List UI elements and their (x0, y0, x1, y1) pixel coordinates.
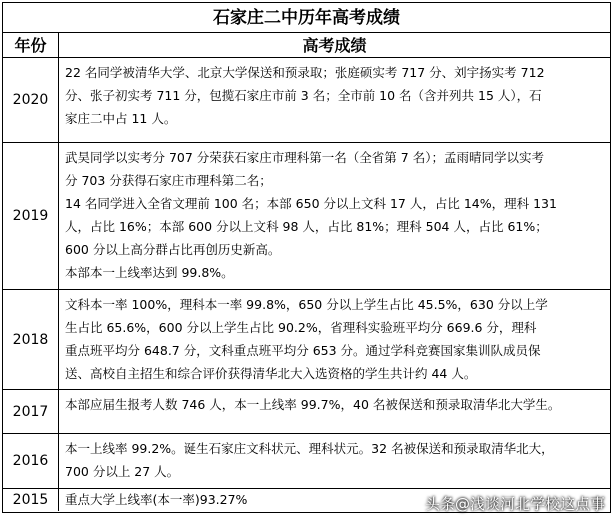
row-year: 2020 (3, 58, 59, 143)
result-line: 本部本一上线率达到 99.8%。 (65, 265, 234, 280)
result-line: 重点班平均分 648.7 分，文科重点班平均分 653 分。通过学科竞赛国家集训队成员保 (65, 343, 541, 358)
result-line: 14 名同学进入全省文理前 100 名；本部 650 分以上文科 17 人，占比 14%，理科 131 (65, 196, 557, 211)
year-column-header: 年份 (3, 33, 59, 58)
row-year: 2015 (3, 489, 59, 511)
result-line: 分、张子初实考 711 分，包揽石家庄市前 3 名；全市前 10 名（含并列共 15 人），石 (65, 88, 542, 103)
row-year: 2017 (3, 390, 59, 434)
result-line: 家庄二中占 11 人。 (65, 111, 177, 126)
result-line: 人，占比 16%；本部 600 分以上文科 98 人，占比 81%；理科 504 人，占比 61%； (65, 219, 548, 234)
result-line: 700 分以上 27 人。 (65, 464, 180, 479)
results-column-header: 高考成绩 (59, 33, 610, 58)
row-results (59, 434, 610, 489)
result-line: 22 名同学被清华大学、北京大学保送和预录取；张庭硕实考 717 分、刘宇扬实考 712 (65, 65, 545, 80)
row-results (59, 58, 610, 143)
row-results (59, 390, 610, 434)
row-year: 2018 (3, 290, 59, 390)
table-title: 石家庄二中历年高考成绩 (3, 3, 610, 33)
row-results (59, 143, 610, 290)
result-line: 文科本一率 100%，理科本一率 99.8%，650 分以上学生占比 45.5%，630 分以上学 (65, 297, 548, 312)
result-line: 本一上线率 99.2%。诞生石家庄文科状元、理科状元。32 名被保送和预录取清华北大， (65, 441, 554, 456)
result-line: 分 703 分获得石家庄市理科第二名； (65, 173, 272, 188)
result-line: 重点大学上线率(本一率)93.27% (65, 492, 248, 507)
row-year: 2016 (3, 434, 59, 489)
results-table (2, 2, 611, 513)
watermark: 头条@浅谈河北学校这点事 (424, 495, 605, 513)
row-year: 2019 (3, 143, 59, 290)
result-line: 武昊同学以实考分 707 分荣获石家庄市理科第一名（全省第 7 名）；孟雨晴同学以实考 (65, 150, 544, 165)
result-line: 生占比 65.6%，600 分以上学生占比 90.2%，省理科实验班平均分 669.6 分，理科 (65, 320, 537, 335)
row-results (59, 290, 610, 390)
result-line: 送、高校自主招生和综合评价获得清华北大入选资格的学生共计约 44 人。 (65, 366, 477, 381)
result-line: 600 分以上高分群占比再创历史新高。 (65, 242, 281, 257)
result-line: 本部应届生报考人数 746 人，本一上线率 99.7%，40 名被保送和预录取清华北大学生。 (65, 397, 561, 412)
